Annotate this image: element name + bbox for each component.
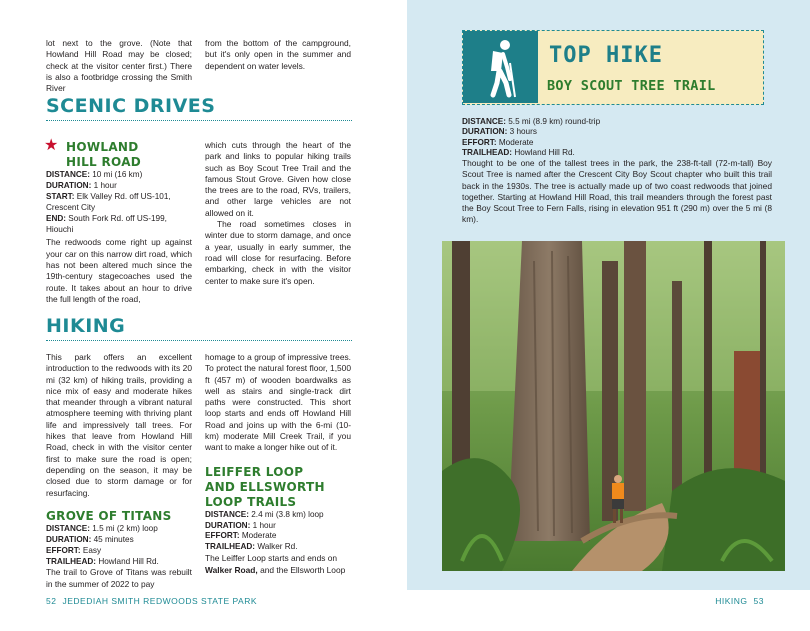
- distance-label: DISTANCE:: [205, 509, 249, 519]
- grove-of-titans-title: GROVE OF TITANS: [46, 508, 172, 523]
- howland-title: [44, 137, 192, 170]
- leiffer-title-line2: AND ELLSWORTH: [205, 479, 325, 494]
- duration-value: 1 hour: [93, 180, 117, 190]
- distance-label: DISTANCE:: [46, 170, 90, 179]
- effort-label: EFFORT:: [462, 137, 497, 147]
- leiffer-title-line3: LOOP TRAILS: [205, 494, 297, 509]
- effort-value: Moderate: [498, 137, 534, 147]
- boy-scout-meta: [462, 117, 772, 159]
- start-value: Elk Valley Rd. off US-101, Crescent City: [46, 191, 171, 212]
- trailhead-value: Howland Hill Rd.: [98, 556, 159, 566]
- leiffer-meta: [205, 510, 351, 554]
- star-icon: ★: [44, 137, 59, 154]
- intro-text-1: lot next to the grove. (Note that Howland Hill Road may be closed; check at the visitor center first.) There is also a footbridge crossing the Smith River: [46, 38, 192, 94]
- titans-continued-text: homage to a group of impressive trees. To protect the natural forest floor, 1,500 ft (457 m) of wooden boardwalks as well as stairs and single-track dirt paths were constructed. This short loop starts and ends off Howland Hill Road and joins up with the 6-mi (10-km) moderate Mill Creek Trail, if you want to make a longer hike out of it.: [205, 352, 351, 453]
- hiking-heading: HIKING: [46, 315, 352, 341]
- leiffer-title-line1: LEIFFER LOOP: [205, 464, 304, 479]
- trailhead-label: TRAILHEAD:: [205, 542, 256, 552]
- howland-col-2: [205, 140, 351, 287]
- howland-col-1: [44, 137, 192, 305]
- top-hike-title: TOP HIKE: [549, 43, 663, 68]
- effort-label: EFFORT:: [46, 545, 81, 555]
- trailhead-label: TRAILHEAD:: [462, 148, 513, 158]
- duration-label: DURATION:: [46, 534, 92, 544]
- leiffer-body-end: and the Ellsworth Loop: [260, 564, 346, 575]
- leiffer-body-start: The Leiffer Loop starts and ends on: [205, 553, 338, 564]
- duration-value: 45 minutes: [93, 534, 134, 544]
- intro-col-1: [46, 38, 192, 94]
- intro-text-2: from the bottom of the campground, but it's only open in the summer and dependent on water levels.: [205, 38, 351, 71]
- howland-body-2: which cuts through the heart of the park and links to popular hiking trails such as Boy Scout Tree Trail and the famous Stout Grove. Given how close the trees are to the road, RVs, trailers, and other large vehicles are not allowed on it.: [205, 140, 351, 218]
- hiking-col-1: [46, 352, 192, 590]
- howland-body-1: The redwoods come right up against your car on this narrow dirt road, which has not been altered much since the 19th-century stagecoaches used the route. It takes about an hour to drive the full length of the road,: [46, 237, 192, 304]
- effort-value: Moderate: [241, 531, 277, 541]
- boy-scout-body: Thought to be one of the tallest trees in the park, the 238-ft-tall (72-m-tall) Boy Scout Tree is named after the Crescent City Boy Scout chapter who built this trail back in the 1930s. The tree is actually made up of two coast redwoods that joined together. Starting at Howland Hill Road, this trail meanders through the forest past the Boy Scout Tree to Fern Falls, rising in elevation 951 ft (290 m) over the 5 mi (8 km).: [462, 158, 772, 225]
- distance-label: DISTANCE:: [462, 117, 506, 126]
- end-label: END:: [46, 213, 67, 223]
- effort-label: EFFORT:: [205, 531, 240, 541]
- effort-value: Easy: [82, 545, 102, 555]
- duration-value: 3 hours: [509, 127, 537, 137]
- duration-value: 1 hour: [252, 520, 276, 530]
- distance-label: DISTANCE:: [46, 523, 90, 533]
- walker-road-bold: Walker Road,: [205, 564, 258, 575]
- distance-value: 2.4 mi (3.8 km) loop: [251, 509, 324, 519]
- right-page: [405, 0, 810, 631]
- right-footer: [709, 596, 764, 606]
- right-page-number: 53: [753, 596, 764, 606]
- left-footer: [46, 596, 263, 606]
- trailhead-label: TRAILHEAD:: [46, 556, 97, 566]
- start-label: START:: [46, 191, 75, 201]
- hiking-intro-text: This park offers an excellent introduction to the redwoods with its 20 mi (32 km) of hiking trails, providing a nice mix of easy and moderate hikes that meander through a vibrant natural atmosphere teeming with thriving plant life and impressively tall trees. For hikes that leave from Howland Hill Road, check in with the visitor center first to make sure the road is open; depending on the season, it may be closed due to storm damage or for resurfacing.: [46, 352, 192, 498]
- howland-title-line1: HOWLAND: [66, 140, 139, 154]
- distance-value: 1.5 mi (2 km) loop: [92, 523, 158, 533]
- boy-scout-trail-title: BOY SCOUT TREE TRAIL: [547, 78, 716, 94]
- duration-label: DURATION:: [46, 180, 92, 190]
- distance-value: 5.5 mi (8.9 km) round-trip: [508, 117, 601, 126]
- top-hike-banner: [462, 30, 764, 105]
- trailhead-value: Walker Rd.: [257, 542, 298, 552]
- intro-col-2: [205, 38, 351, 72]
- distance-value: 10 mi (16 km): [92, 170, 143, 179]
- howland-meta: [46, 170, 192, 235]
- titans-body: The trail to Grove of Titans was rebuilt in the summer of 2022 to pay: [46, 567, 192, 589]
- hiker-icon: [463, 31, 538, 103]
- left-page-number: 52: [46, 596, 57, 606]
- redwood-forest-photo: [442, 241, 785, 571]
- end-value: South Fork Rd. off US-199, Hiouchi: [46, 213, 167, 234]
- howland-body-3: The road sometimes closes in winter due to storm damage, and once a year, usually in early summer, the road will close for resurfacing. Before embarking, check in with the visitor center to make sure it's open.: [205, 219, 351, 286]
- left-running-title: JEDEDIAH SMITH REDWOODS STATE PARK: [62, 596, 258, 606]
- leiffer-body: [205, 553, 351, 576]
- howland-title-line2: HILL ROAD: [66, 155, 142, 169]
- titans-meta: [46, 524, 192, 568]
- duration-label: DURATION:: [462, 127, 508, 137]
- duration-label: DURATION:: [205, 520, 251, 530]
- trailhead-value: Howland Hill Rd.: [514, 148, 575, 158]
- scenic-drives-heading: SCENIC DRIVES: [46, 95, 352, 121]
- right-running-title: HIKING: [715, 596, 748, 606]
- leiffer-title: [205, 465, 351, 510]
- hiking-col-2: [205, 352, 351, 576]
